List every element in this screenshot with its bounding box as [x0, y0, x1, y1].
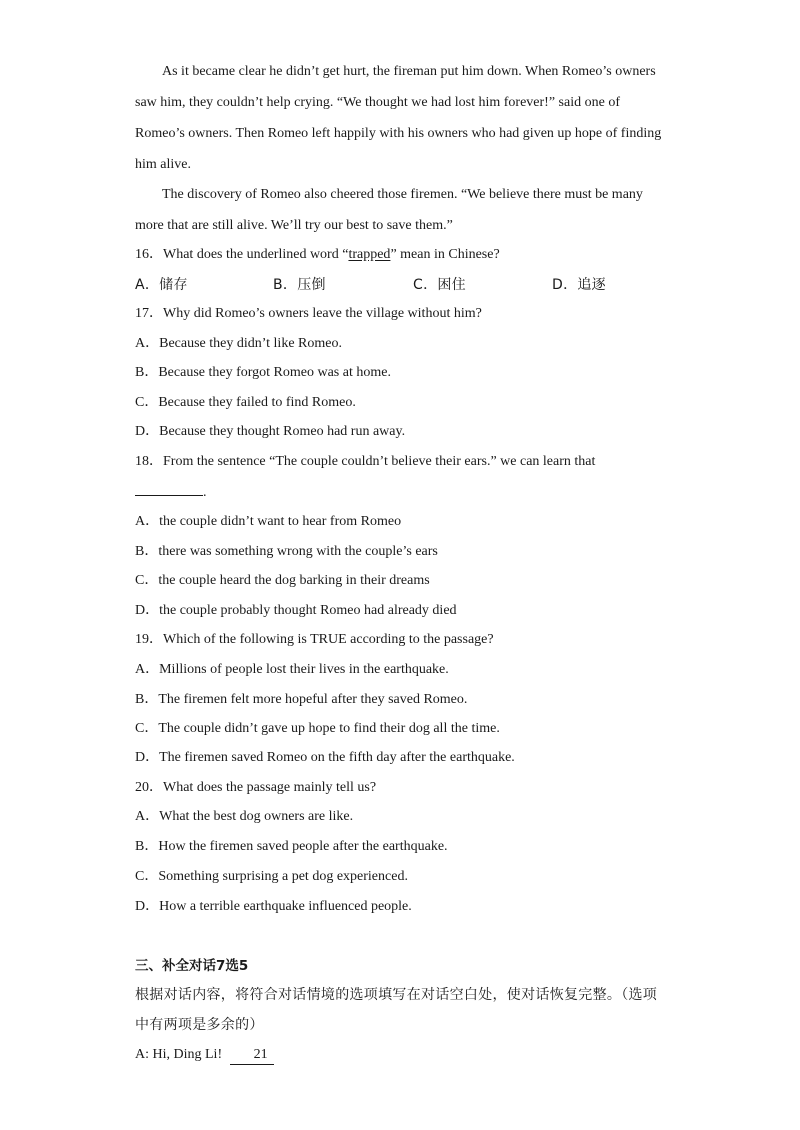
question-16-option-a[interactable]: A．储存 — [135, 277, 188, 293]
question-18-option-c[interactable]: C．the couple heard the dog barking in their dreams — [135, 573, 430, 588]
question-17-option-c[interactable]: C．Because they failed to find Romeo. — [135, 395, 356, 410]
passage-line: more that are still alive. We’ll try our best to save them.” — [135, 218, 453, 233]
underlined-word: trapped — [348, 247, 391, 262]
section-instruction: 中有两项是多余的） — [135, 1017, 264, 1033]
question-20-option-a[interactable]: A．What the best dog owners are like. — [135, 809, 354, 824]
passage-line: saw him, they couldn’t help crying. “We thought we had lost him forever!” said one of — [135, 95, 620, 110]
question-17-option-d[interactable]: D．Because they thought Romeo had run away. — [135, 424, 406, 439]
question-20-option-c[interactable]: C．Something surprising a pet dog experienced. — [135, 869, 408, 884]
question-20-stem: 20．What does the passage mainly tell us? — [135, 780, 377, 795]
question-18-option-a[interactable]: A．the couple didn’t want to hear from Romeo — [135, 514, 402, 529]
dialogue-answer-blank[interactable]: 21 — [230, 1046, 274, 1065]
question-19-option-b[interactable]: B．The firemen felt more hopeful after they saved Romeo. — [135, 692, 468, 707]
question-18-answer-blank[interactable] — [135, 484, 207, 502]
question-17-option-b[interactable]: B．Because they forgot Romeo was at home. — [135, 365, 391, 380]
question-16-stem-after: ” mean in Chinese? — [390, 247, 500, 262]
question-18-option-d[interactable]: D．the couple probably thought Romeo had already died — [135, 603, 457, 618]
dialogue-text: A: Hi, Ding Li! — [135, 1047, 223, 1062]
dialogue-line — [135, 1046, 274, 1065]
passage-line: him alive. — [135, 157, 191, 172]
question-17-option-a[interactable]: A．Because they didn’t like Romeo. — [135, 336, 342, 351]
question-17-stem: 17．Why did Romeo’s owners leave the village without him? — [135, 306, 482, 321]
blank-period: . — [203, 485, 207, 500]
question-19-stem: 19．Which of the following is TRUE according to the passage? — [135, 632, 494, 647]
question-18-option-b[interactable]: B．there was something wrong with the couple’s ears — [135, 544, 438, 559]
question-19-option-c[interactable]: C．The couple didn’t gave up hope to find their dog all the time. — [135, 721, 500, 736]
passage-line: Romeo’s owners. Then Romeo left happily with his owners who had given up hope of finding — [135, 126, 662, 141]
passage-line: As it became clear he didn’t get hurt, the fireman put him down. When Romeo’s owners — [162, 64, 656, 79]
question-18-stem: 18．From the sentence “The couple couldn’t believe their ears.” we can learn that — [135, 454, 596, 469]
section-instruction: 根据对话内容，将符合对话情境的选项填写在对话空白处，使对话恢复完整。（选项 — [135, 987, 658, 1003]
question-20-option-b[interactable]: B．How the firemen saved people after the earthquake. — [135, 839, 448, 854]
question-16-stem-before: 16．What does the underlined word “ — [135, 247, 349, 262]
question-20-option-d[interactable]: D．How a terrible earthquake influenced people. — [135, 899, 412, 914]
question-16-stem — [135, 246, 500, 264]
passage-line: The discovery of Romeo also cheered those firemen. “We believe there must be many — [162, 187, 643, 202]
question-19-option-d[interactable]: D．The firemen saved Romeo on the fifth day after the earthquake. — [135, 750, 515, 765]
answer-blank[interactable] — [135, 495, 203, 496]
question-19-option-a[interactable]: A．Millions of people lost their lives in the earthquake. — [135, 662, 449, 677]
question-16-option-c[interactable]: C．困住 — [413, 277, 466, 293]
question-16-option-b[interactable]: B．压倒 — [273, 277, 326, 293]
question-16-option-d[interactable]: D．追逐 — [552, 277, 606, 293]
section-title: 三、补全对话7选5 — [135, 958, 249, 974]
